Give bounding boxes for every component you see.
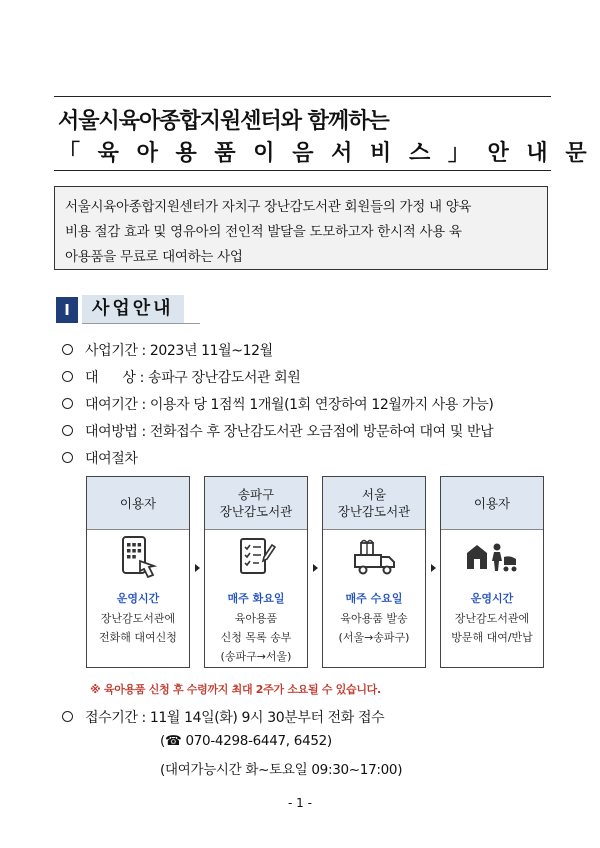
title-line-2: 「 육 아 용 품 이 음 서 비 스 」 안 내 문: [58, 141, 592, 166]
flow-arrow-icon: [195, 564, 200, 572]
notice-text: ※ 육아용품 신청 후 수령까지 최대 2주가 소요될 수 있습니다.: [90, 683, 381, 696]
section-title: 사업안내: [82, 295, 184, 323]
intro-box: [54, 186, 548, 270]
title-bottom-rule: [54, 170, 551, 171]
top-rule: [54, 96, 551, 97]
intro-line-2: 비용 절감 효과 및 영유아의 전인적 발달을 도모하고자 한시적 사용 육: [65, 224, 462, 240]
section-number: Ⅰ: [56, 297, 78, 323]
flow-arrow-icon: [431, 564, 436, 572]
circle-bullet-icon: [62, 425, 73, 436]
checklist-icon: [205, 531, 307, 583]
circle-bullet-icon: [62, 711, 73, 722]
flow-step-head: 이용자: [441, 477, 543, 530]
flow-step-head: 이용자: [87, 477, 189, 530]
flow-step-user-request: 이용자 운영시간 장난감도서관에 전화해 대여신청: [86, 476, 190, 668]
item-period: 사업기간 : 2023년 11월~12월: [62, 340, 273, 360]
delivery-truck-icon: [323, 531, 425, 583]
circle-bullet-icon: [62, 344, 73, 355]
phone-tap-icon: [87, 531, 189, 583]
circle-bullet-icon: [62, 398, 73, 409]
flow-step-head: 송파구 장난감도서관: [205, 477, 307, 530]
intro-line-3: 아용품을 무료로 대여하는 사업: [65, 249, 243, 265]
section-underline: [82, 323, 200, 324]
reception-phone: (☎ 070-4298-6447, 6452): [160, 733, 332, 749]
intro-line-1: 서울시육아종합지원센터가 자치구 장난감도서관 회원들의 가정 내 양육: [65, 199, 472, 215]
circle-bullet-icon: [62, 452, 73, 463]
title-line-1: 서울시육아종합지원센터와 함께하는: [58, 109, 389, 134]
page-number: - 1 -: [288, 796, 312, 810]
item-rental-period: 대여기간 : 이용자 당 1점씩 1개월(1회 연장하여 12월까지 사용 가능): [62, 394, 493, 414]
circle-bullet-icon: [62, 371, 73, 382]
flow-step-songpa-library: 송파구 장난감도서관 매주 화요일 육아용품 신청 목록 송부 (송파구→서울): [204, 476, 308, 668]
flow-step-seoul-library: 서울 장난감도서관 매주 수요일 육아용품 발송 (서울→송파구): [322, 476, 426, 668]
flow-arrow-icon: [313, 564, 318, 572]
item-procedure: 대여절차: [62, 448, 138, 468]
item-reception: 접수기간 : 11월 14일(화) 9시 30분부터 전화 접수: [62, 707, 384, 727]
item-rental-method: 대여방법 : 전화접수 후 장난감도서관 오금점에 방문하여 대여 및 반납: [62, 421, 493, 441]
item-target: 대 상 : 송파구 장난감도서관 회원: [62, 367, 300, 387]
flow-step-head: 서울 장난감도서관: [323, 477, 425, 530]
family-stroller-icon: [441, 531, 543, 583]
flow-step-user-visit: 이용자 운영시간 장난감도서관에 방문해 대여/반납: [440, 476, 544, 668]
reception-hours: (대여가능시간 화~토요일 09:30~17:00): [160, 762, 403, 778]
